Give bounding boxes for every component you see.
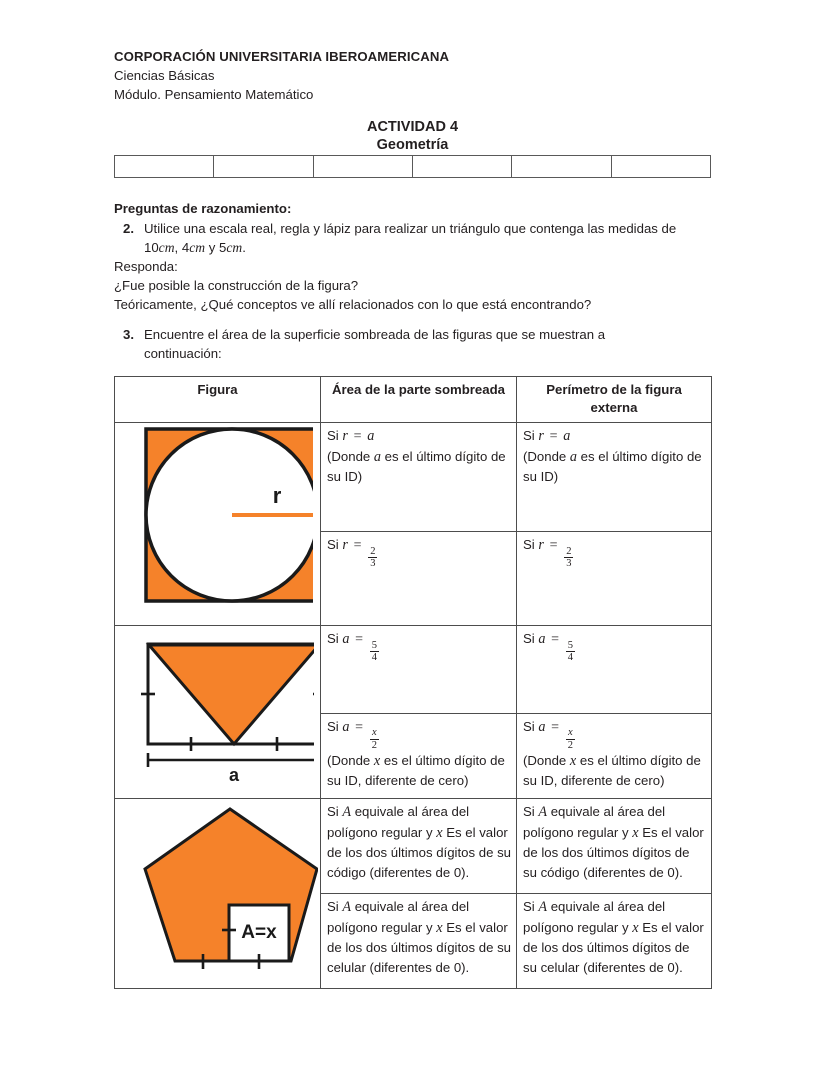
blank-cell-3[interactable] xyxy=(313,156,412,178)
blank-cell-2[interactable] xyxy=(214,156,313,178)
followup-question-2: Teóricamente, ¿Qué conceptos ve allí relacionados con lo que está encontrando? xyxy=(114,297,592,312)
blank-cell-6[interactable] xyxy=(611,156,710,178)
header-figura: Figura xyxy=(115,377,321,423)
note-variable: x xyxy=(569,752,577,769)
cell-perimeter-row3b xyxy=(517,894,712,989)
activity-title: ACTIVIDAD 4 xyxy=(366,119,459,135)
fraction-numerator: 2 xyxy=(370,545,376,557)
figures-table-header-row xyxy=(115,377,712,423)
measure-1-value: 10 xyxy=(144,240,159,255)
cell-area-row1a xyxy=(321,423,517,532)
note-prefix: (Donde xyxy=(327,448,374,464)
text-middle: equivale al área del polígono regular y xyxy=(523,899,666,935)
text-prefix: Si xyxy=(327,804,343,819)
fraction xyxy=(368,546,377,570)
figure-rectangle-with-inverted-triangle xyxy=(115,626,321,799)
cell-perimeter-row2a xyxy=(517,626,712,714)
value-a: a xyxy=(563,428,571,444)
cell-area-row2a xyxy=(321,626,517,714)
fraction-denominator: 2 xyxy=(371,739,377,751)
value-a: a xyxy=(367,428,375,444)
header-perimetro-externa: Perímetro de la figura externa xyxy=(517,377,712,423)
variable-r: r xyxy=(538,537,544,553)
square-circle-diagram xyxy=(123,423,313,619)
variable-A: A xyxy=(538,804,548,820)
institution-name: CORPORACIÓN UNIVERSITARIA IBEROAMERICANA xyxy=(114,49,450,64)
fraction xyxy=(564,546,573,570)
measure-conj: y xyxy=(205,240,219,255)
measure-1-unit: cm xyxy=(158,240,175,255)
text-middle: equivale al área del polígono regular y xyxy=(327,899,470,935)
text-prefix: Si xyxy=(327,899,343,914)
figure-pentagon-with-square-cutout xyxy=(115,799,321,989)
question-2-text xyxy=(144,219,709,257)
text-middle: equivale al área del polígono regular y xyxy=(523,804,666,840)
text-prefix: Si xyxy=(523,804,539,819)
variable-a: a xyxy=(538,718,546,735)
si-word: Si xyxy=(327,428,339,443)
cell-text xyxy=(517,532,711,573)
equals-sign: = xyxy=(355,719,364,735)
cell-text xyxy=(321,714,516,795)
fraction xyxy=(370,727,379,751)
activity-title-block xyxy=(114,118,711,154)
cell-text xyxy=(517,714,711,795)
text-suffix: Es el valor de los dos últimos dígitos de su código (diferentes de 0). xyxy=(523,824,704,880)
si-word: Si xyxy=(523,631,535,646)
si-word: Si xyxy=(523,537,535,552)
measure-3-value: 5 xyxy=(218,240,227,255)
note-variable: a xyxy=(569,448,578,465)
cell-text xyxy=(321,532,516,573)
fraction-numerator: x xyxy=(372,727,377,739)
note-variable: x xyxy=(373,752,381,769)
department-name: Ciencias Básicas xyxy=(114,68,215,83)
si-word: Si xyxy=(523,428,535,443)
reasoning-questions-block xyxy=(114,199,714,314)
note-prefix: (Donde xyxy=(327,752,374,768)
fraction-denominator: 3 xyxy=(566,558,572,570)
measure-period: . xyxy=(242,240,246,255)
variable-A: A xyxy=(342,804,352,820)
note-suffix: es el último dígito de su ID) xyxy=(523,448,702,484)
base-label: a xyxy=(228,765,239,785)
cell-text xyxy=(321,799,516,886)
equals-sign: = xyxy=(355,632,364,647)
fraction-numerator: 2 xyxy=(566,545,572,557)
document-header xyxy=(114,47,714,104)
variable-a: a xyxy=(538,631,546,647)
fraction xyxy=(566,727,575,751)
fraction xyxy=(566,640,575,664)
table-row xyxy=(115,626,712,714)
header-area-sombreada: Área de la parte sombreada xyxy=(321,377,517,423)
fraction-denominator: 4 xyxy=(371,652,377,664)
cell-area-row1b xyxy=(321,532,517,626)
cell-text xyxy=(517,894,711,981)
text-suffix: Es el valor de los dos últimos dígitos de su código (diferentes de 0). xyxy=(327,824,511,880)
fraction-denominator: 4 xyxy=(567,652,573,664)
cell-area-row3a xyxy=(321,799,517,894)
cell-area-row3b xyxy=(321,894,517,989)
fraction-numerator: 5 xyxy=(567,639,573,651)
cell-text xyxy=(321,626,516,667)
cell-text xyxy=(517,626,711,667)
note-variable: a xyxy=(373,448,382,465)
cell-text xyxy=(321,423,516,491)
question-2-number: 2. xyxy=(123,221,134,236)
equals-sign: = xyxy=(549,429,558,444)
variable-x: x xyxy=(436,919,443,936)
blank-cell-4[interactable] xyxy=(412,156,511,178)
variable-r: r xyxy=(342,428,348,444)
text-middle: equivale al área del polígono regular y xyxy=(327,804,470,840)
cell-perimeter-row3a xyxy=(517,799,712,894)
reasoning-section-heading: Preguntas de razonamiento: xyxy=(114,201,292,216)
note-suffix: es el último dígito de su ID, diferente de cero) xyxy=(523,752,701,789)
figures-table xyxy=(114,376,712,989)
cell-text xyxy=(517,423,711,491)
equals-sign: = xyxy=(551,719,560,735)
fraction-numerator: 5 xyxy=(371,639,377,651)
text-prefix: Si xyxy=(523,899,539,914)
note-prefix: (Donde xyxy=(523,448,570,464)
variable-x: x xyxy=(436,824,443,841)
fraction xyxy=(370,640,379,664)
measure-2-value: 4 xyxy=(181,240,190,255)
fraction-denominator: 2 xyxy=(567,739,573,751)
radius-label: r xyxy=(272,483,281,508)
equals-sign: = xyxy=(549,538,558,553)
responda-label: Responda: xyxy=(114,259,178,274)
question-3-text: Encuentre el área de la superficie sombreada de las figuras que se muestran a continuación: xyxy=(144,327,606,361)
fraction-denominator: 3 xyxy=(370,558,376,570)
table-row xyxy=(115,423,712,532)
followup-question-1: ¿Fue posible la construcción de la figura? xyxy=(114,278,359,293)
variable-r: r xyxy=(342,537,348,553)
table-row xyxy=(115,799,712,894)
si-word: Si xyxy=(327,718,339,734)
question-2 xyxy=(114,219,714,257)
blank-cell-5[interactable] xyxy=(512,156,611,178)
equals-sign: = xyxy=(353,429,362,444)
measure-sep-1: , xyxy=(174,240,182,255)
variable-x: x xyxy=(632,919,639,936)
variable-x: x xyxy=(632,824,639,841)
text-suffix: Es el valor de los dos últimos dígitos de su celular (diferentes de 0). xyxy=(523,919,704,975)
pentagon-square-diagram xyxy=(118,799,318,979)
fraction-numerator: x xyxy=(568,727,573,739)
table-row xyxy=(115,156,711,178)
activity-subtitle: Geometría xyxy=(376,137,449,153)
rectangle-triangle-diagram xyxy=(122,626,314,786)
note-suffix: es el último dígito de su ID, diferente de cero) xyxy=(327,752,505,789)
variable-a: a xyxy=(342,631,350,647)
cell-text xyxy=(517,799,711,886)
module-name: Módulo. Pensamiento Matemático xyxy=(114,87,314,102)
measure-2-unit: cm xyxy=(189,240,206,255)
question-3-number: 3. xyxy=(123,327,134,342)
cell-perimeter-row1a xyxy=(517,423,712,532)
variable-A: A xyxy=(342,899,352,915)
cutout-label: A=x xyxy=(240,922,277,943)
si-word: Si xyxy=(327,537,339,552)
question-3 xyxy=(114,324,714,363)
note-prefix: (Donde xyxy=(523,752,570,768)
equals-sign: = xyxy=(353,538,362,553)
measure-3-unit: cm xyxy=(226,240,243,255)
question-2-main: Utilice una escala real, regla y lápiz para realizar un triángulo que contenga las medidas de xyxy=(144,221,677,236)
cell-perimeter-row2b xyxy=(517,713,712,799)
cell-text xyxy=(321,894,516,981)
blank-cell-1[interactable] xyxy=(115,156,214,178)
blank-grading-table xyxy=(114,155,711,178)
variable-r: r xyxy=(538,428,544,444)
figure-square-with-inscribed-circle xyxy=(115,423,321,626)
si-word: Si xyxy=(327,631,339,646)
equals-sign: = xyxy=(551,632,560,647)
note-suffix: es el último dígito de su ID) xyxy=(327,448,506,484)
si-word: Si xyxy=(523,718,535,734)
text-suffix: Es el valor de los dos últimos dígitos de su celular (diferentes de 0). xyxy=(327,919,511,975)
cell-area-row2b xyxy=(321,713,517,799)
variable-A: A xyxy=(538,899,548,915)
variable-a: a xyxy=(342,718,350,735)
cell-perimeter-row1b xyxy=(517,532,712,626)
